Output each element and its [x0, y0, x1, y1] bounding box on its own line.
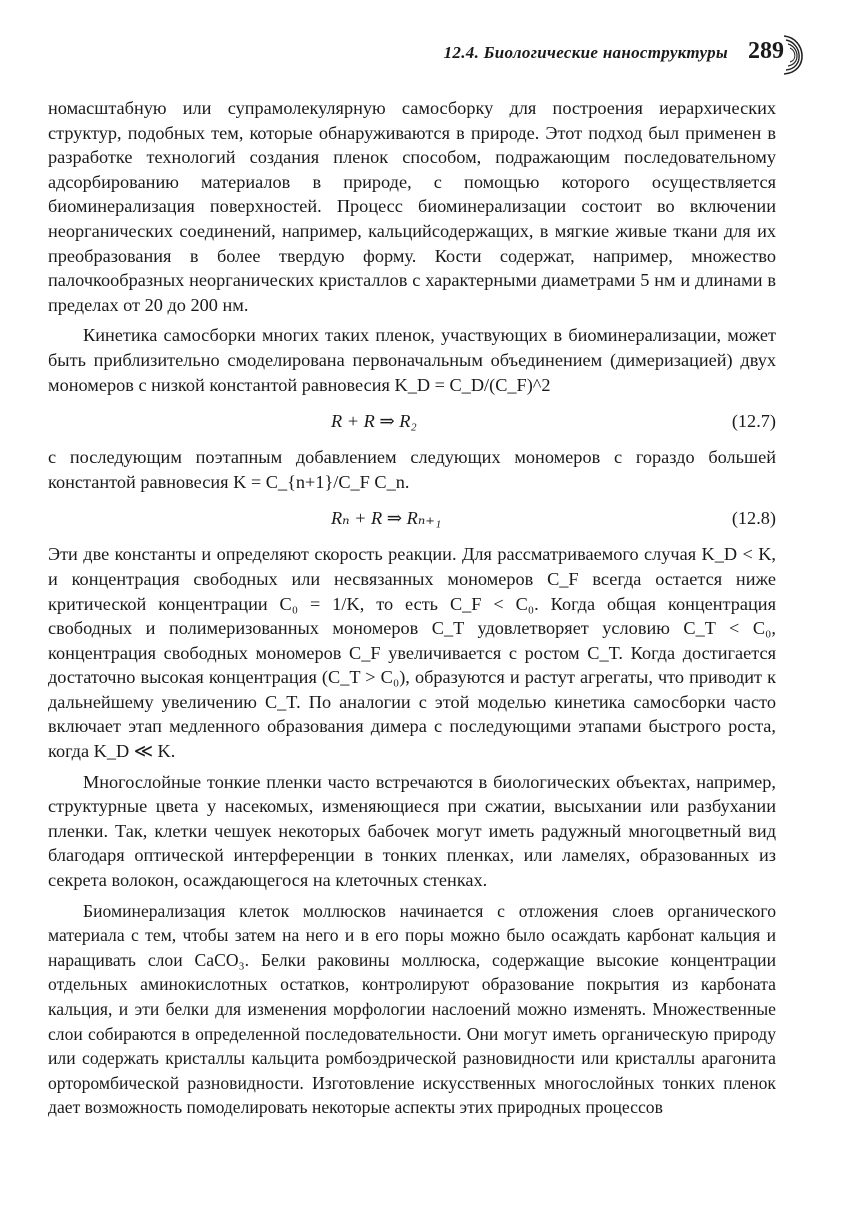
equation-number: (12.8): [731, 508, 776, 529]
equation-number: (12.7): [731, 411, 776, 432]
paragraph-6: Биоминерализация клеток моллюсков начинается с отложения слоев органического материала с тем, чтобы затем на него и в его поры можно было осаждать карбонат кальция и наращивать слои CaCO₃. Белки раковины моллюска, содержащие высокие концентрации отдельных аминокислотных остатков, контролируют образование покрытия из карбоната кальция, и эти белки для изменения морфологии наслоений можно изменять. Множественные слои собираются в определенной последовательности. Они могут иметь органическую природу или содержать кристаллы кальцита ромбоэдрической разновидности или кристаллы арагонита орторомбической разновидности. Изготовление искусственных многослойных тонких пленок дает возможность помоделировать некоторые аспекты этих природных процессов: [48, 900, 776, 1118]
paragraph-2: Кинетика самосборки многих таких пленок, участвующих в биоминерализации, может быть приблизительно смоделирована первоначальным объединением (димеризацией) двух мономеров с низкой константой равновесия K_D = C_D/(C_F)^2: [48, 325, 776, 395]
equation-12-8: [48, 498, 776, 538]
equation-12-7: [48, 401, 776, 441]
page-number: 289: [748, 38, 784, 64]
paragraph-3: с последующим поэтапным добавлением следующих мономеров с гораздо большей константой равновесия K = C_{n+1}/C_F C_n.: [48, 447, 776, 492]
equation-formula: Rₙ + R ⇒ Rₙ₊₁: [331, 508, 442, 529]
paragraph-5: Многослойные тонкие пленки часто встречаются в биологических объектах, например, структурные цвета у насекомых, изменяющиеся при сжатии, высыхании или разбухании пленки. Так, клетки чешуек некоторых бабочек могут иметь радужный многоцветный вид благодаря оптической интерференции в тонких пленках, или ламелях, образованных из секрета волокон, осаждающегося на клеточных стенках.: [48, 771, 776, 891]
equation-formula: R + R ⇒ R₂: [331, 411, 417, 432]
paragraph-4: Эти две константы и определяют скорость реакции. Для рассматриваемого случая K_D < K, и концентрация свободных или несвязанных мономеров C_F всегда остается ниже критической концентрации C₀ = 1/K, то есть C_F < C₀. Когда общая концентрация свободных и полимеризованных мономеров C_T удовлетворяет условию C_T < C₀, концентрация свободных мономеров C_F увеличивается с ростом C_T. Когда достигается достаточно высокая концентрация (C_T > C₀), образуются и растут агрегаты, что приводит к дальнейшему увеличению C_T. По аналогии с этой моделью кинетика самосборки часто включает этап медленного образования димера с последующими этапами быстрого роста, когда K_D ≪ K.: [48, 544, 776, 762]
running-head: 12.4. Биологические наноструктуры: [443, 43, 728, 62]
paragraph-1: номасштабную или супрамолекулярную самосборку для построения иерархических структур, подобных тем, которые обнаруживаются в природе. Этот подход был применен в разработке технологий создания пленок способом, подражающим последовательному адсорбированию материалов в природе, с помощью которого осуществляется биоминерализация поверхностей. Процесс биоминерализации состоит во включении неорганических соединений, например, кальцийсодержащих, в мягкие живые ткани для их преобразования в более твердую форму. Кости содержат, например, множество палочкообразных неорганических кристаллов с характерными диаметрами 5 нм и длинами в пределах от 20 до 200 нм.: [48, 98, 776, 315]
page-corner-swirl-icon: [780, 32, 810, 78]
page-header: [48, 38, 810, 78]
main-text: [48, 96, 776, 1120]
